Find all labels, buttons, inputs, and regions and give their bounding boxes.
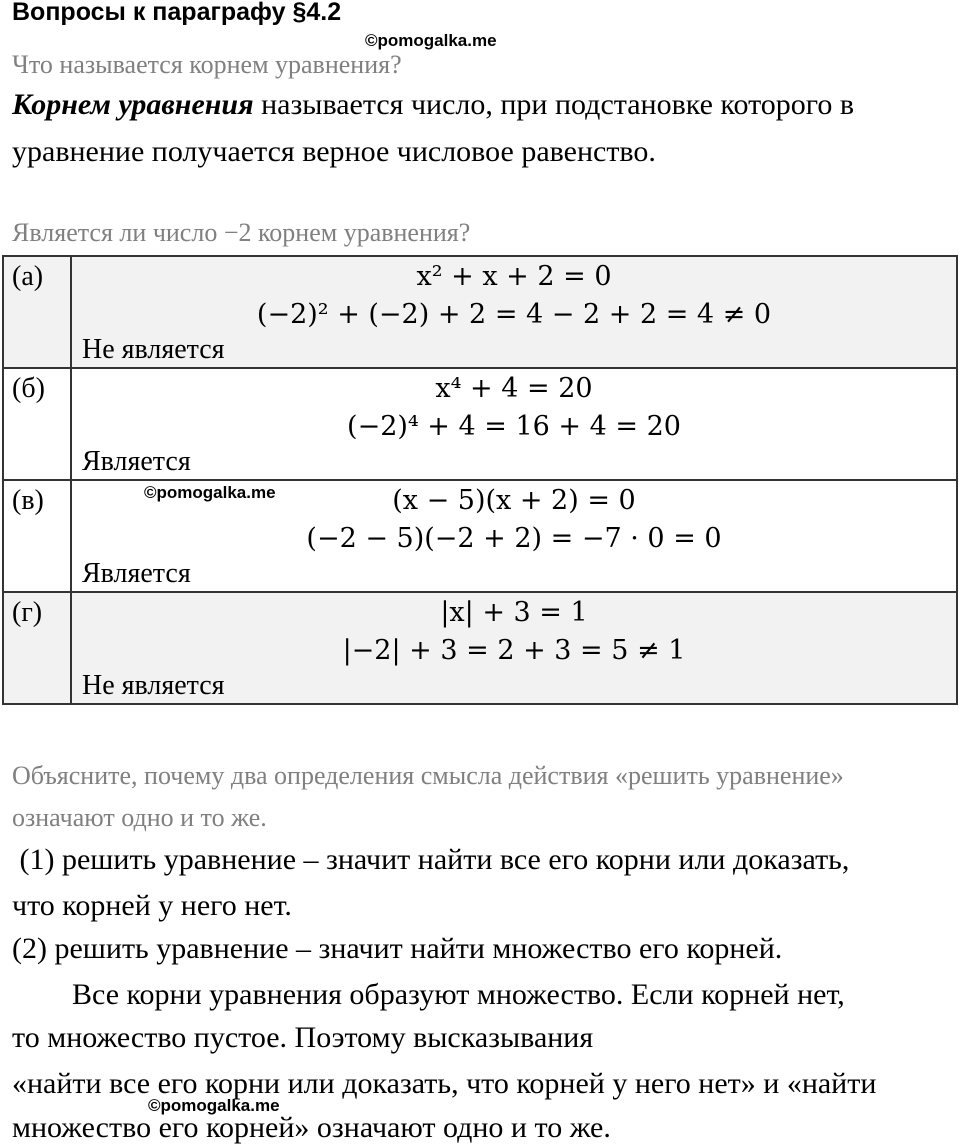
verdict: Не является [82, 670, 225, 701]
equation: x² + x + 2 = 0 [416, 261, 612, 292]
substitution-check: (−2)⁴ + 4 = 16 + 4 = 20 [347, 411, 681, 442]
row-body [71, 480, 957, 592]
row-body [71, 256, 957, 368]
watermark: ©pomogalka.me [148, 1096, 280, 1115]
equation: (x − 5)(x + 2) = 0 [392, 485, 636, 516]
row-label: (б) [3, 368, 71, 480]
question-2: Является ли число −2 корнем уравнения? [12, 218, 471, 247]
substitution-check: (−2)² + (−2) + 2 = 4 − 2 + 2 = 4 ≠ 0 [256, 299, 772, 330]
substitution-check: |−2| + 3 = 2 + 3 = 5 ≠ 1 [342, 635, 686, 666]
watermark: ©pomogalka.me [144, 483, 276, 502]
paragraph-line-3: «найти все его корни или доказать, что корней у него нет» и «найти [12, 1067, 877, 1100]
paragraph-line-4: множество его корней» означают одно и то же. [12, 1111, 611, 1144]
table-row [3, 256, 957, 368]
row-label: (в) [3, 480, 71, 592]
verdict: Не является [82, 334, 225, 365]
table-row [3, 480, 957, 592]
row-label: (г) [3, 592, 71, 704]
equation: x⁴ + 4 = 20 [435, 373, 593, 404]
substitution-check: (−2 − 5)(−2 + 2) = −7 · 0 = 0 [306, 523, 722, 554]
equation: |x| + 3 = 1 [440, 597, 588, 628]
definition-1-line-2: что корней у него нет. [12, 889, 292, 922]
table-row [3, 368, 957, 480]
question-3-line-2: означают одно и то же. [12, 803, 267, 832]
row-label: (а) [3, 256, 71, 368]
paragraph-line-1: Все корни уравнения образуют множество. Если корней нет, [72, 978, 845, 1011]
definition-2: (2) решить уравнение – значит найти множество его корней. [12, 932, 783, 965]
table-row [3, 592, 957, 704]
question-1: Что называется корнем уравнения? [12, 50, 402, 79]
row-body [71, 368, 957, 480]
paragraph-line-2: то множество пустое. Поэтому высказывания [12, 1021, 594, 1054]
page-title: Вопросы к параграфу §4.2 [12, 0, 342, 26]
verdict: Является [82, 446, 191, 477]
answer-1-line-1 [12, 87, 854, 123]
row-body [71, 592, 957, 704]
definition-1-line-1: (1) решить уравнение – значит найти все его корни или доказать, [12, 843, 850, 876]
answer-1-rest: называется число, при подстановке которого в [253, 88, 855, 121]
answers-table [2, 255, 958, 705]
question-3-line-1: Объясните, почему два определения смысла действия «решить уравнение» [12, 761, 844, 790]
verdict: Является [82, 558, 191, 589]
answer-1-line-2: уравнение получается верное числовое равенство. [12, 135, 656, 168]
term-bold: Корнем уравнения [12, 88, 254, 121]
watermark: ©pomogalka.me [365, 31, 497, 50]
